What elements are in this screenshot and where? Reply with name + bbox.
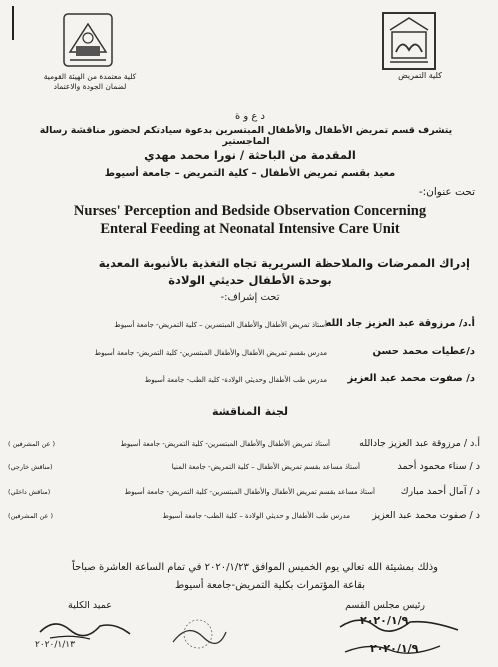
supervisor-row [20,373,475,393]
stamp-icon [168,612,228,657]
committee-member-title: مدرس طب الأطفال و حديثي الولادة – كلية الطب- جامعة أسيوط [162,512,350,520]
english-thesis-title [20,202,480,238]
committee-member-title: أستاذ تمريض الأطفال والأطفال المبتسرين- كلية التمريض- جامعة أسيوط [120,440,330,448]
invitation-line-1: يتشرف قسم تمريض الأطفال والأطفال المبتسرين بدعوة سيادتكم لحضور مناقشة رسالة الماجستير [39,125,453,147]
under-title-label: تحت عنوان:- [418,186,475,198]
date-time-line: وذلك بمشيئة الله تعالي يوم الخميس الموافق ٢٠٢٠/١/٢٣ في تمام الساعة العاشرة صباحاً [72,562,438,573]
department-head-label: رئيس مجلس القسم [345,600,425,611]
official-stamp [168,612,228,657]
committee-member-row [8,510,480,528]
committee-member-title: أستاذ مساعد بقسم تمريض الأطفال – كلية التمريض- جامعة المنيا [171,463,360,471]
left-logo-caption [10,72,170,92]
supervisor-name: د/ صفوت محمد عبد العزيز [347,373,475,384]
quality-accreditation-logo-icon [62,12,114,68]
english-title-line-2: Enteral Feeding at Neonatal Intensive Care Unit [100,221,400,237]
supervisor-title: أستاذ تمريض الأطفال والأطفال المبتسرين – كلية التمريض- جامعة أسيوط [114,321,327,329]
committee-member-name: د / صفوت محمد عبد العزيز [372,510,480,521]
supervisor-row [20,318,475,338]
margin-mark [12,6,14,40]
researcher-line: المقدمة من الباحثة / نورا محمد مهدي [144,148,356,162]
committee-member-name: د / سناء محمود أحمد [397,461,480,472]
assiut-university-logo-icon [380,10,438,72]
committee-member-row [8,438,480,456]
invitation-word: د ع و ة [234,111,266,122]
supervision-label: تحت إشراف:- [220,292,280,303]
dean-label: عميد الكلية [68,600,112,611]
supervisor-name: د/عطيات محمد حسن [372,346,475,357]
committee-title: لجنة المناقشة [211,405,288,418]
supervisor-title: مدرس بقسم تمريض الأطفال والأطفال المبتسرين- كلية التمريض- جامعة أسيوط [94,349,327,357]
committee-member-role: (مناقش خارجي) [8,463,53,471]
dean-signature-date: ٢٠٢٠/١/١٣ [35,640,75,650]
committee-member-title: أستاذ مساعد بقسم تمريض الأطفال والأطفال المبتسرين- كلية التمريض- جامعة أسيوط [124,488,375,496]
researcher-position: معيد بقسم تمريض الأطفال – كلية التمريض – جامعة أسيوط [104,168,396,179]
department-head-signature-date-2: ٢٠٢٠/١/٩ [370,642,419,655]
left-caption-line-1: كلية معتمدة من الهيئة القومية [43,72,137,81]
department-head-signature-date-1: ٢٠٢٠/١/٩ [360,614,409,627]
committee-member-row [8,461,480,479]
arabic-title-line-2: بوحدة الأطفال حديثي الولادة [168,273,332,287]
committee-member-role: (مناقش داخلي) [8,488,51,496]
committee-member-name: د / آمال أحمد مبارك [400,486,480,497]
committee-member-name: أ.د / مرزوقة عبد العزيز جادالله [359,438,480,449]
supervisor-name: أ.د/ مرزوقة عبد العزيز جاد الله [325,318,475,329]
venue-line: بقاعة المؤتمرات بكلية التمريض-جامعة أسيوط [174,580,366,591]
left-caption-line-2: لضمان الجودة والاعتماد [53,82,127,91]
right-logo-caption: كلية التمريض [398,71,442,80]
committee-member-role: ( عن المشرفين ) [8,440,56,448]
arabic-title-line-1: إدراك الممرضات والملاحظة السريرية تجاه التغذية بالأنبوبة المعدية [98,256,470,270]
supervisor-row [20,346,475,366]
english-title-line-1: Nurses' Perception and Bedside Observation Concerning [73,203,427,219]
supervisor-title: مدرس طب الأطفال وحديثي الولادة- كلية الطب- جامعة أسيوط [144,376,327,384]
committee-member-role: ( عن المشرفين) [8,512,53,520]
committee-member-row [8,486,480,504]
